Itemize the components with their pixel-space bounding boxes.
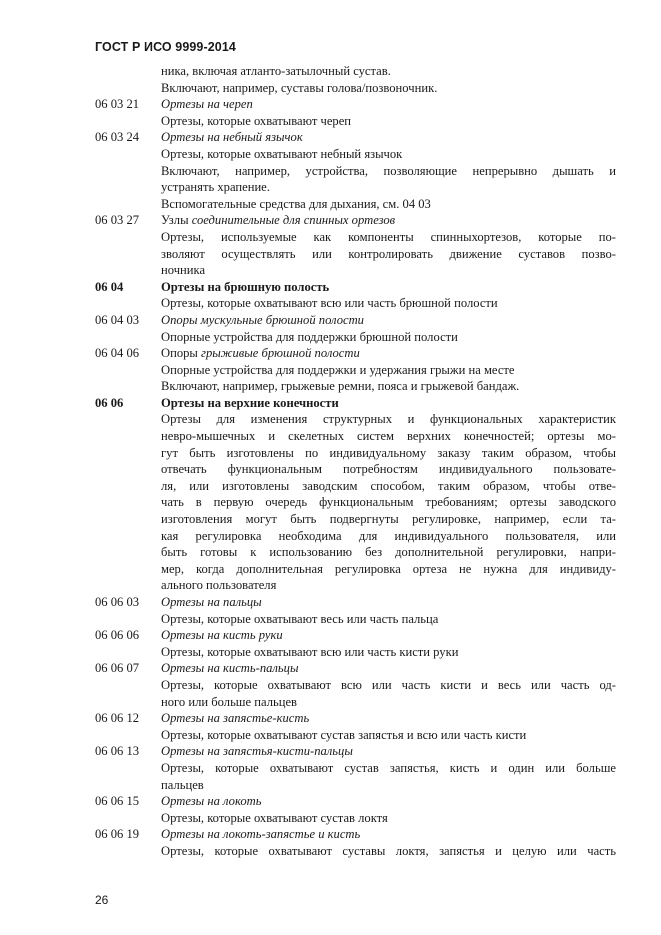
entry-title: Ортезы на локоть: [161, 794, 262, 809]
entry-title: Ортезы на кисть-пальцы: [161, 661, 299, 676]
classification-entry: [95, 96, 616, 129]
entry-text-line: кая регулировка необходима для индивидуального пользователя, или: [161, 528, 616, 543]
entry-text-line: мер, когда дополнительная регулировка ортеза не нужна для индивиду-: [161, 561, 616, 576]
entry-title: Ортезы на небный язычок: [161, 130, 303, 145]
entry-title: Ортезы на запястье-кисть: [161, 711, 310, 726]
entry-code: 06 06 03: [95, 595, 140, 609]
entry-title-italic: соединительные для спинных ортезов: [191, 213, 396, 228]
entry-code: 06 04 03: [95, 312, 140, 327]
classification-entry: [95, 793, 616, 826]
entry-text-line: Опорные устройства для поддержки и удержания грыжи на месте: [161, 362, 515, 377]
entry-text-line: Опорные устройства для поддержки брюшной полости: [161, 329, 458, 344]
entry-text-line: быть готовы к использованию без дополнительной регулировки, напри-: [161, 545, 616, 560]
classification-entry: [95, 743, 616, 793]
entry-title: Ортезы на локоть-запястье и кисть: [161, 827, 361, 842]
entry-text-line: ночника: [161, 263, 206, 278]
entry-text-line: ального пользователя: [161, 578, 277, 593]
entry-code: 06 03 27: [95, 213, 140, 228]
entry-code: 06 06: [95, 395, 124, 410]
classification-entry: [95, 312, 616, 345]
classification-entry: [95, 212, 616, 278]
entry-text-line: ного или больше пальцев: [161, 694, 297, 709]
entry-text-line: Включают, например, суставы голова/позвоночник.: [161, 80, 438, 95]
classification-entry: [95, 826, 616, 859]
entry-title: Ортезы на пальцы: [161, 595, 262, 609]
entry-title: [161, 212, 616, 229]
entry-title-lead: Опоры: [161, 346, 202, 361]
entry-text-line: Ортезы, которые охватывают суставы локтя, запястья и целую или часть: [161, 843, 616, 858]
entry-text-line: гут быть изготовлены по индивидуальному заказу таким образом, чтобы: [161, 445, 616, 460]
classification-entry: [95, 660, 616, 710]
classification-entry: [95, 345, 616, 395]
entry-text-line: ника, включая атланто-затылочный сустав.: [161, 64, 391, 78]
classification-entry: [95, 710, 616, 743]
entry-title-italic: грыживые брюшной полости: [201, 346, 360, 361]
entry-code: 06 06 19: [95, 827, 140, 842]
entry-text-line: Ортезы, которые охватывают весь или часть пальца: [161, 611, 439, 626]
classification-entry: [95, 279, 616, 312]
entry-text-line: Включают, например, устройства, позволяющие непрерывно дышать и: [161, 163, 616, 178]
entry-text-line: пальцев: [161, 777, 204, 792]
entry-text-line: Ортезы, которые охватывают небный язычок: [161, 146, 403, 161]
entry-code: 06 06 15: [95, 794, 140, 809]
entry-title: [161, 345, 616, 362]
entry-text-line: отвечать функциональным потребностям индивидуального пользовате-: [161, 462, 616, 477]
entry-text-line: Ортезы, используемые как компоненты спинныхортезов, которые по-: [161, 229, 616, 244]
entry-title-lead: Узлы: [161, 213, 192, 228]
entry-text-line: Ортезы, которые охватывают череп: [161, 113, 352, 128]
entry-title: Опоры мускульные брюшной полости: [161, 312, 364, 327]
classification-entry: [95, 129, 616, 212]
classification-entry: [95, 395, 616, 594]
classification-entry: [95, 63, 616, 96]
page-number: 26: [95, 893, 109, 907]
classification-list: [95, 63, 616, 860]
entry-code: [95, 63, 161, 96]
entry-title: Ортезы на кисть руки: [161, 628, 283, 643]
entry-text-line: Ортезы, которые охватывают сустав запястья, кисть и один или больше: [161, 760, 616, 775]
entry-code: 06 06 13: [95, 744, 140, 759]
entry-text-line: невро-мышечных и скелетных систем верхних конечностей; ортезы мо-: [161, 429, 616, 444]
entry-text-line: Включают, например, грыжевые ремни, пояса и грыжевой бандаж.: [161, 379, 520, 394]
entry-title: Ортезы на череп: [161, 97, 253, 112]
entry-text-line: Вспомогательные средства для дыхания, см. 04 03: [161, 196, 431, 211]
entry-code: 06 06 12: [95, 711, 140, 726]
entry-text-line: изготовления могут быть подвергнуты регулировке, например, если та-: [161, 512, 616, 527]
entry-title: Ортезы на верхние конечности: [161, 395, 339, 410]
entry-text-line: Ортезы, которые охватывают всю или часть кисти руки: [161, 644, 459, 659]
entry-text-line: Ортезы, которые охватывают всю или часть брюшной полости: [161, 296, 498, 311]
entry-title: Ортезы на брюшную полость: [161, 279, 330, 294]
entry-code: 06 06 07: [95, 661, 140, 676]
entry-code: 06 04: [95, 279, 124, 294]
entry-text-line: Ортезы, которые охватывают сустав запястья и всю или часть кисти: [161, 727, 527, 742]
entry-code: 06 03 21: [95, 97, 140, 112]
entry-text-line: Ортезы, которые охватывают сустав локтя: [161, 810, 388, 825]
entry-code: 06 04 06: [95, 346, 140, 361]
entry-text-line: ля, или изготовлены заводским способом, таким образом, чтобы отве-: [161, 478, 616, 493]
entry-text-line: чать в первую очередь функциональным требованиям; ортезы заводского: [161, 495, 616, 510]
classification-entry: [95, 627, 616, 660]
entry-code: 06 03 24: [95, 130, 140, 145]
entry-title: Ортезы на запястья-кисти-пальцы: [161, 744, 353, 759]
classification-entry: [95, 594, 616, 627]
entry-text-line: Ортезы для изменения структурных и функциональных характеристик: [161, 412, 616, 427]
document-header: ГОСТ Р ИСО 9999-2014: [95, 40, 236, 54]
entry-code: 06 06 06: [95, 628, 140, 643]
entry-text-line: Ортезы, которые охватывают всю или часть кисти и весь или часть од-: [161, 677, 616, 692]
entry-text-line: устранять храпение.: [161, 180, 270, 195]
entry-text-line: зволяют осуществлять или контролировать движение суставов позво-: [161, 246, 616, 261]
